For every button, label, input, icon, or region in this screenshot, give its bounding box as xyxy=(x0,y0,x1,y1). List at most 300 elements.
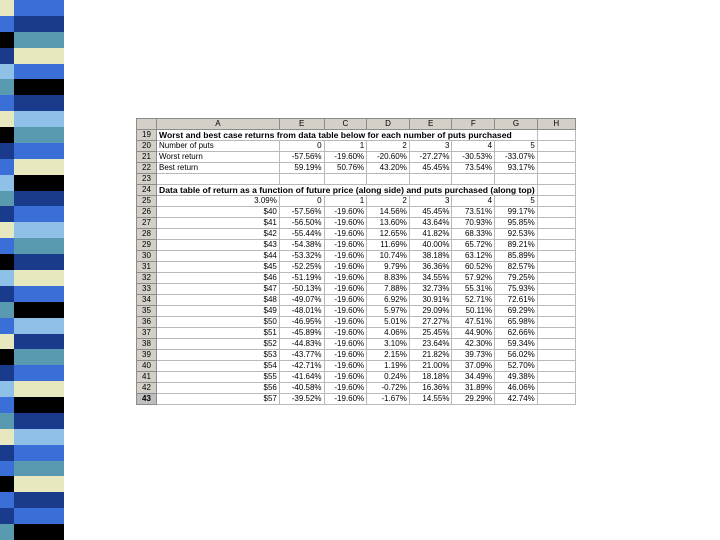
cell[interactable]: 40.00% xyxy=(409,240,452,251)
cell[interactable]: -56.50% xyxy=(279,218,324,229)
cell[interactable]: 39.73% xyxy=(452,350,495,361)
cell[interactable]: Number of puts xyxy=(157,141,280,152)
stripe-block xyxy=(14,111,64,127)
stripe-block xyxy=(14,270,64,286)
cell[interactable] xyxy=(324,174,367,185)
stripe-block xyxy=(0,127,14,143)
cell[interactable]: $46 xyxy=(157,273,280,284)
table-row xyxy=(137,295,576,306)
cell[interactable]: 4 xyxy=(452,196,495,207)
stripe-block xyxy=(0,64,14,80)
cell[interactable]: 16.36% xyxy=(409,383,452,394)
row-header[interactable]: 33 xyxy=(137,284,157,295)
stripe-block xyxy=(0,143,14,159)
stripe-block xyxy=(0,79,14,95)
cell[interactable] xyxy=(537,306,575,317)
cell[interactable]: 25.45% xyxy=(409,328,452,339)
cell[interactable] xyxy=(537,361,575,372)
table-row xyxy=(137,152,576,163)
row-header[interactable]: 26 xyxy=(137,207,157,218)
row-header[interactable]: 43 xyxy=(137,394,157,405)
row-header[interactable]: 35 xyxy=(137,306,157,317)
cell[interactable]: -20.60% xyxy=(367,152,410,163)
cell[interactable]: -27.27% xyxy=(409,152,452,163)
cell[interactable]: -19.60% xyxy=(324,273,367,284)
cell[interactable]: 60.52% xyxy=(452,262,495,273)
stripe-block xyxy=(0,48,14,64)
cell[interactable]: -40.58% xyxy=(279,383,324,394)
cell[interactable]: 10.74% xyxy=(367,251,410,262)
cell[interactable]: $49 xyxy=(157,306,280,317)
stripe-block xyxy=(14,476,64,492)
column-header[interactable]: D xyxy=(367,119,410,130)
stripe-block xyxy=(0,461,14,477)
cell[interactable]: 3.09% xyxy=(157,196,280,207)
cell[interactable]: 14.55% xyxy=(409,394,452,405)
cell[interactable]: $41 xyxy=(157,218,280,229)
row-header[interactable]: 23 xyxy=(137,174,157,185)
stripe-block xyxy=(0,16,14,32)
stripe-block xyxy=(14,461,64,477)
cell[interactable]: 13.60% xyxy=(367,218,410,229)
cell[interactable] xyxy=(409,174,452,185)
stripe-block xyxy=(14,79,64,95)
cell[interactable]: 36.36% xyxy=(409,262,452,273)
table-row xyxy=(137,317,576,328)
stripe-block xyxy=(14,254,64,270)
cell[interactable]: 52.71% xyxy=(452,295,495,306)
cell[interactable]: -19.60% xyxy=(324,262,367,273)
cell[interactable]: -30.53% xyxy=(452,152,495,163)
cell[interactable]: -19.60% xyxy=(324,383,367,394)
stripe-block xyxy=(14,64,64,80)
cell[interactable] xyxy=(537,328,575,339)
cell[interactable]: 56.02% xyxy=(495,350,538,361)
cell[interactable]: -33.07% xyxy=(495,152,538,163)
cell[interactable]: Best return xyxy=(157,163,280,174)
stripe-block xyxy=(14,381,64,397)
cell[interactable]: 12.65% xyxy=(367,229,410,240)
cell[interactable]: 34.55% xyxy=(409,273,452,284)
cell[interactable]: 49.38% xyxy=(495,372,538,383)
cell[interactable]: 65.72% xyxy=(452,240,495,251)
cell[interactable] xyxy=(537,152,575,163)
cell[interactable]: 47.51% xyxy=(452,317,495,328)
cell[interactable]: 34.49% xyxy=(452,372,495,383)
stripe-block xyxy=(14,159,64,175)
cell[interactable]: -19.60% xyxy=(324,339,367,350)
cell[interactable]: 5 xyxy=(495,141,538,152)
cell[interactable]: 89.21% xyxy=(495,240,538,251)
stripe-block xyxy=(14,365,64,381)
cell[interactable]: 42.74% xyxy=(495,394,538,405)
cell[interactable]: 21.82% xyxy=(409,350,452,361)
table-row xyxy=(137,240,576,251)
cell[interactable]: 46.06% xyxy=(495,383,538,394)
cell[interactable]: -19.60% xyxy=(324,372,367,383)
stripe-block xyxy=(0,95,14,111)
cell[interactable] xyxy=(537,284,575,295)
row-header[interactable]: 21 xyxy=(137,152,157,163)
cell[interactable]: 93.17% xyxy=(495,163,538,174)
cell[interactable]: 68.33% xyxy=(452,229,495,240)
cell[interactable] xyxy=(537,218,575,229)
cell[interactable]: 3.10% xyxy=(367,339,410,350)
cell[interactable] xyxy=(537,141,575,152)
cell[interactable] xyxy=(537,185,575,196)
cell[interactable]: 1 xyxy=(324,141,367,152)
table-row xyxy=(137,350,576,361)
cell[interactable]: 73.54% xyxy=(452,163,495,174)
row-header[interactable]: 31 xyxy=(137,262,157,273)
stripe-block xyxy=(0,111,14,127)
table-row xyxy=(137,218,576,229)
stripe-block xyxy=(0,302,14,318)
cell[interactable] xyxy=(537,130,575,141)
cell[interactable]: 4 xyxy=(452,141,495,152)
cell[interactable]: 43.20% xyxy=(367,163,410,174)
cell[interactable]: 38.18% xyxy=(409,251,452,262)
cell[interactable]: 62.66% xyxy=(495,328,538,339)
cell[interactable]: 11.69% xyxy=(367,240,410,251)
cell[interactable]: -41.64% xyxy=(279,372,324,383)
row-header[interactable]: 41 xyxy=(137,372,157,383)
cell[interactable]: 42.30% xyxy=(452,339,495,350)
cell[interactable]: 6.92% xyxy=(367,295,410,306)
stripe-block xyxy=(0,191,14,207)
row-header[interactable]: 32 xyxy=(137,273,157,284)
stripe-block xyxy=(0,222,14,238)
row-header[interactable]: 28 xyxy=(137,229,157,240)
cell[interactable]: 32.73% xyxy=(409,284,452,295)
cell[interactable]: 7.88% xyxy=(367,284,410,295)
cell[interactable]: 73.51% xyxy=(452,207,495,218)
cell[interactable]: $56 xyxy=(157,383,280,394)
cell[interactable] xyxy=(367,174,410,185)
stripe-block xyxy=(14,222,64,238)
stripe-block xyxy=(14,175,64,191)
column-header[interactable]: H xyxy=(537,119,575,130)
stripe-block xyxy=(14,286,64,302)
cell[interactable]: -19.60% xyxy=(324,251,367,262)
cell[interactable]: $47 xyxy=(157,284,280,295)
cell[interactable]: 75.93% xyxy=(495,284,538,295)
cell[interactable]: -44.83% xyxy=(279,339,324,350)
row-header[interactable]: 25 xyxy=(137,196,157,207)
row-header[interactable]: 19 xyxy=(137,130,157,141)
cell[interactable]: -0.72% xyxy=(367,383,410,394)
cell[interactable]: 69.29% xyxy=(495,306,538,317)
cell[interactable] xyxy=(537,262,575,273)
cell[interactable]: 82.57% xyxy=(495,262,538,273)
stripe-block xyxy=(14,95,64,111)
cell[interactable]: 63.12% xyxy=(452,251,495,262)
row-header[interactable]: 30 xyxy=(137,251,157,262)
cell[interactable]: $50 xyxy=(157,317,280,328)
row-header[interactable]: 36 xyxy=(137,317,157,328)
table-row xyxy=(137,361,576,372)
section-heading[interactable]: Worst and best case returns from data table below for each number of puts purchased xyxy=(157,130,538,141)
cell[interactable]: -19.60% xyxy=(324,328,367,339)
cell[interactable]: 5 xyxy=(495,196,538,207)
cell[interactable]: 57.92% xyxy=(452,273,495,284)
cell[interactable]: 0.24% xyxy=(367,372,410,383)
cell[interactable]: 23.64% xyxy=(409,339,452,350)
cell[interactable] xyxy=(537,240,575,251)
stripe-block xyxy=(14,508,64,524)
cell[interactable]: 45.45% xyxy=(409,163,452,174)
cell[interactable]: -19.60% xyxy=(324,229,367,240)
cell[interactable]: -48.01% xyxy=(279,306,324,317)
cell[interactable]: 43.64% xyxy=(409,218,452,229)
cell[interactable] xyxy=(452,174,495,185)
cell[interactable]: 8.83% xyxy=(367,273,410,284)
cell[interactable]: 21.00% xyxy=(409,361,452,372)
cell[interactable]: 65.98% xyxy=(495,317,538,328)
cell[interactable]: -19.60% xyxy=(324,317,367,328)
cell[interactable] xyxy=(537,174,575,185)
cell[interactable] xyxy=(537,163,575,174)
cell[interactable] xyxy=(537,372,575,383)
stripe-block xyxy=(14,32,64,48)
cell[interactable]: -55.44% xyxy=(279,229,324,240)
cell[interactable]: -19.60% xyxy=(324,295,367,306)
stripe-block xyxy=(14,429,64,445)
stripe-block xyxy=(14,302,64,318)
cell[interactable] xyxy=(537,394,575,405)
cell[interactable]: $40 xyxy=(157,207,280,218)
cell[interactable]: -19.60% xyxy=(324,306,367,317)
cell[interactable]: -49.07% xyxy=(279,295,324,306)
cell[interactable] xyxy=(537,196,575,207)
cell[interactable] xyxy=(495,174,538,185)
cell[interactable]: $45 xyxy=(157,262,280,273)
cell[interactable]: 3 xyxy=(409,141,452,152)
table-row xyxy=(137,207,576,218)
cell[interactable]: -51.19% xyxy=(279,273,324,284)
row-header[interactable]: 39 xyxy=(137,350,157,361)
stripe-block xyxy=(0,508,14,524)
cell[interactable]: 30.91% xyxy=(409,295,452,306)
cell[interactable]: 59.19% xyxy=(279,163,324,174)
cell[interactable] xyxy=(537,383,575,394)
stripe-block xyxy=(14,127,64,143)
cell[interactable]: -50.13% xyxy=(279,284,324,295)
stripe-block xyxy=(14,191,64,207)
table-row xyxy=(137,262,576,273)
cell[interactable]: 1.19% xyxy=(367,361,410,372)
cell[interactable]: -19.60% xyxy=(324,394,367,405)
cell[interactable] xyxy=(537,229,575,240)
cell[interactable]: -19.60% xyxy=(324,350,367,361)
table-row xyxy=(137,339,576,350)
stripe-block xyxy=(0,381,14,397)
decorative-stripe xyxy=(0,0,64,540)
cell[interactable]: $55 xyxy=(157,372,280,383)
stripe-block xyxy=(0,413,14,429)
stripe-block xyxy=(14,349,64,365)
cell[interactable]: 2 xyxy=(367,196,410,207)
cell[interactable]: 2.15% xyxy=(367,350,410,361)
cell[interactable]: 37.09% xyxy=(452,361,495,372)
row-header[interactable]: 37 xyxy=(137,328,157,339)
cell[interactable]: 92.53% xyxy=(495,229,538,240)
cell[interactable]: 85.89% xyxy=(495,251,538,262)
cell[interactable]: -39.52% xyxy=(279,394,324,405)
cell[interactable]: -1.67% xyxy=(367,394,410,405)
column-header[interactable]: F xyxy=(452,119,495,130)
cell[interactable]: 4.06% xyxy=(367,328,410,339)
cell[interactable]: 45.45% xyxy=(409,207,452,218)
cell[interactable]: $54 xyxy=(157,361,280,372)
cell[interactable]: $42 xyxy=(157,229,280,240)
cell[interactable]: 0 xyxy=(279,196,324,207)
cell[interactable]: -42.71% xyxy=(279,361,324,372)
cell[interactable]: 2 xyxy=(367,141,410,152)
cell[interactable]: $43 xyxy=(157,240,280,251)
cell[interactable]: -57.56% xyxy=(279,152,324,163)
cell[interactable]: $51 xyxy=(157,328,280,339)
cell[interactable]: -19.60% xyxy=(324,218,367,229)
stripe-block xyxy=(14,397,64,413)
cell[interactable]: -57.56% xyxy=(279,207,324,218)
cell[interactable]: -54.38% xyxy=(279,240,324,251)
column-header[interactable]: E xyxy=(409,119,452,130)
stripe-block xyxy=(0,286,14,302)
column-header[interactable]: E xyxy=(279,119,324,130)
column-header[interactable]: A xyxy=(157,119,280,130)
cell[interactable]: 1 xyxy=(324,196,367,207)
cell[interactable]: -19.60% xyxy=(324,207,367,218)
cell[interactable]: $53 xyxy=(157,350,280,361)
cell[interactable]: 59.34% xyxy=(495,339,538,350)
cell[interactable]: -52.25% xyxy=(279,262,324,273)
stripe-block xyxy=(0,318,14,334)
stripe-block xyxy=(0,238,14,254)
table-row xyxy=(137,251,576,262)
cell[interactable]: 3 xyxy=(409,196,452,207)
cell[interactable]: -19.60% xyxy=(324,284,367,295)
cell[interactable]: 14.56% xyxy=(367,207,410,218)
column-header[interactable]: C xyxy=(324,119,367,130)
cell[interactable]: -53.32% xyxy=(279,251,324,262)
cell[interactable]: 29.09% xyxy=(409,306,452,317)
stripe-block xyxy=(0,334,14,350)
cell[interactable]: 52.70% xyxy=(495,361,538,372)
table-row xyxy=(137,229,576,240)
row-header[interactable]: 38 xyxy=(137,339,157,350)
cell[interactable]: 29.29% xyxy=(452,394,495,405)
cell[interactable]: 18.18% xyxy=(409,372,452,383)
cell[interactable]: 31.89% xyxy=(452,383,495,394)
cell[interactable]: 50.76% xyxy=(324,163,367,174)
stripe-block xyxy=(0,429,14,445)
cell[interactable]: -45.89% xyxy=(279,328,324,339)
cell[interactable] xyxy=(537,295,575,306)
stripe-block xyxy=(0,175,14,191)
cell[interactable] xyxy=(157,174,280,185)
table-row xyxy=(137,328,576,339)
cell[interactable]: $48 xyxy=(157,295,280,306)
cell[interactable]: 9.79% xyxy=(367,262,410,273)
cell[interactable]: 27.27% xyxy=(409,317,452,328)
stripe-block xyxy=(0,0,14,16)
table-row xyxy=(137,163,576,174)
stripe-block xyxy=(14,48,64,64)
row-header[interactable]: 29 xyxy=(137,240,157,251)
cell[interactable] xyxy=(537,251,575,262)
cell[interactable]: 50.11% xyxy=(452,306,495,317)
section-heading[interactable]: Data table of return as a function of future price (along side) and puts purchased (along top) xyxy=(157,185,538,196)
cell[interactable]: 41.82% xyxy=(409,229,452,240)
stripe-block xyxy=(14,413,64,429)
row-header[interactable]: 24 xyxy=(137,185,157,196)
cell[interactable]: $52 xyxy=(157,339,280,350)
cell[interactable]: 5.97% xyxy=(367,306,410,317)
stripe-block xyxy=(0,270,14,286)
cell[interactable]: $44 xyxy=(157,251,280,262)
stripe-block xyxy=(0,524,14,540)
table-row xyxy=(137,284,576,295)
cell[interactable]: -43.77% xyxy=(279,350,324,361)
stripe-block xyxy=(0,476,14,492)
cell[interactable]: 79.25% xyxy=(495,273,538,284)
cell[interactable]: 99.17% xyxy=(495,207,538,218)
cell[interactable]: 5.01% xyxy=(367,317,410,328)
cell[interactable] xyxy=(537,317,575,328)
cell[interactable]: -19.60% xyxy=(324,361,367,372)
row-header[interactable]: 20 xyxy=(137,141,157,152)
cell[interactable]: Worst return xyxy=(157,152,280,163)
cell[interactable]: -19.60% xyxy=(324,240,367,251)
cell[interactable]: 95.85% xyxy=(495,218,538,229)
cell[interactable] xyxy=(279,174,324,185)
cell[interactable]: 44.90% xyxy=(452,328,495,339)
table-row xyxy=(137,174,576,185)
cell[interactable] xyxy=(537,207,575,218)
table-row xyxy=(137,185,576,196)
cell[interactable]: 72.61% xyxy=(495,295,538,306)
stripe-block xyxy=(14,0,64,16)
row-header[interactable]: 40 xyxy=(137,361,157,372)
cell[interactable]: -46.95% xyxy=(279,317,324,328)
row-header[interactable]: 42 xyxy=(137,383,157,394)
table-row xyxy=(137,372,576,383)
stripe-block xyxy=(14,524,64,540)
stripe-block xyxy=(14,318,64,334)
cell[interactable]: 0 xyxy=(279,141,324,152)
select-all-corner[interactable] xyxy=(137,119,157,130)
table-row xyxy=(137,306,576,317)
stripe-block xyxy=(0,445,14,461)
cell[interactable]: $57 xyxy=(157,394,280,405)
stripe-block xyxy=(0,349,14,365)
table-row xyxy=(137,196,576,207)
stripe-block xyxy=(14,445,64,461)
cell[interactable]: 55.31% xyxy=(452,284,495,295)
cell[interactable]: 70.93% xyxy=(452,218,495,229)
cell[interactable] xyxy=(537,350,575,361)
stripe-block xyxy=(0,365,14,381)
cell[interactable]: -19.60% xyxy=(324,152,367,163)
cell[interactable] xyxy=(537,273,575,284)
row-header[interactable]: 34 xyxy=(137,295,157,306)
column-header[interactable]: G xyxy=(495,119,538,130)
cell[interactable] xyxy=(537,339,575,350)
row-header[interactable]: 22 xyxy=(137,163,157,174)
stripe-block xyxy=(14,16,64,32)
row-header[interactable]: 27 xyxy=(137,218,157,229)
